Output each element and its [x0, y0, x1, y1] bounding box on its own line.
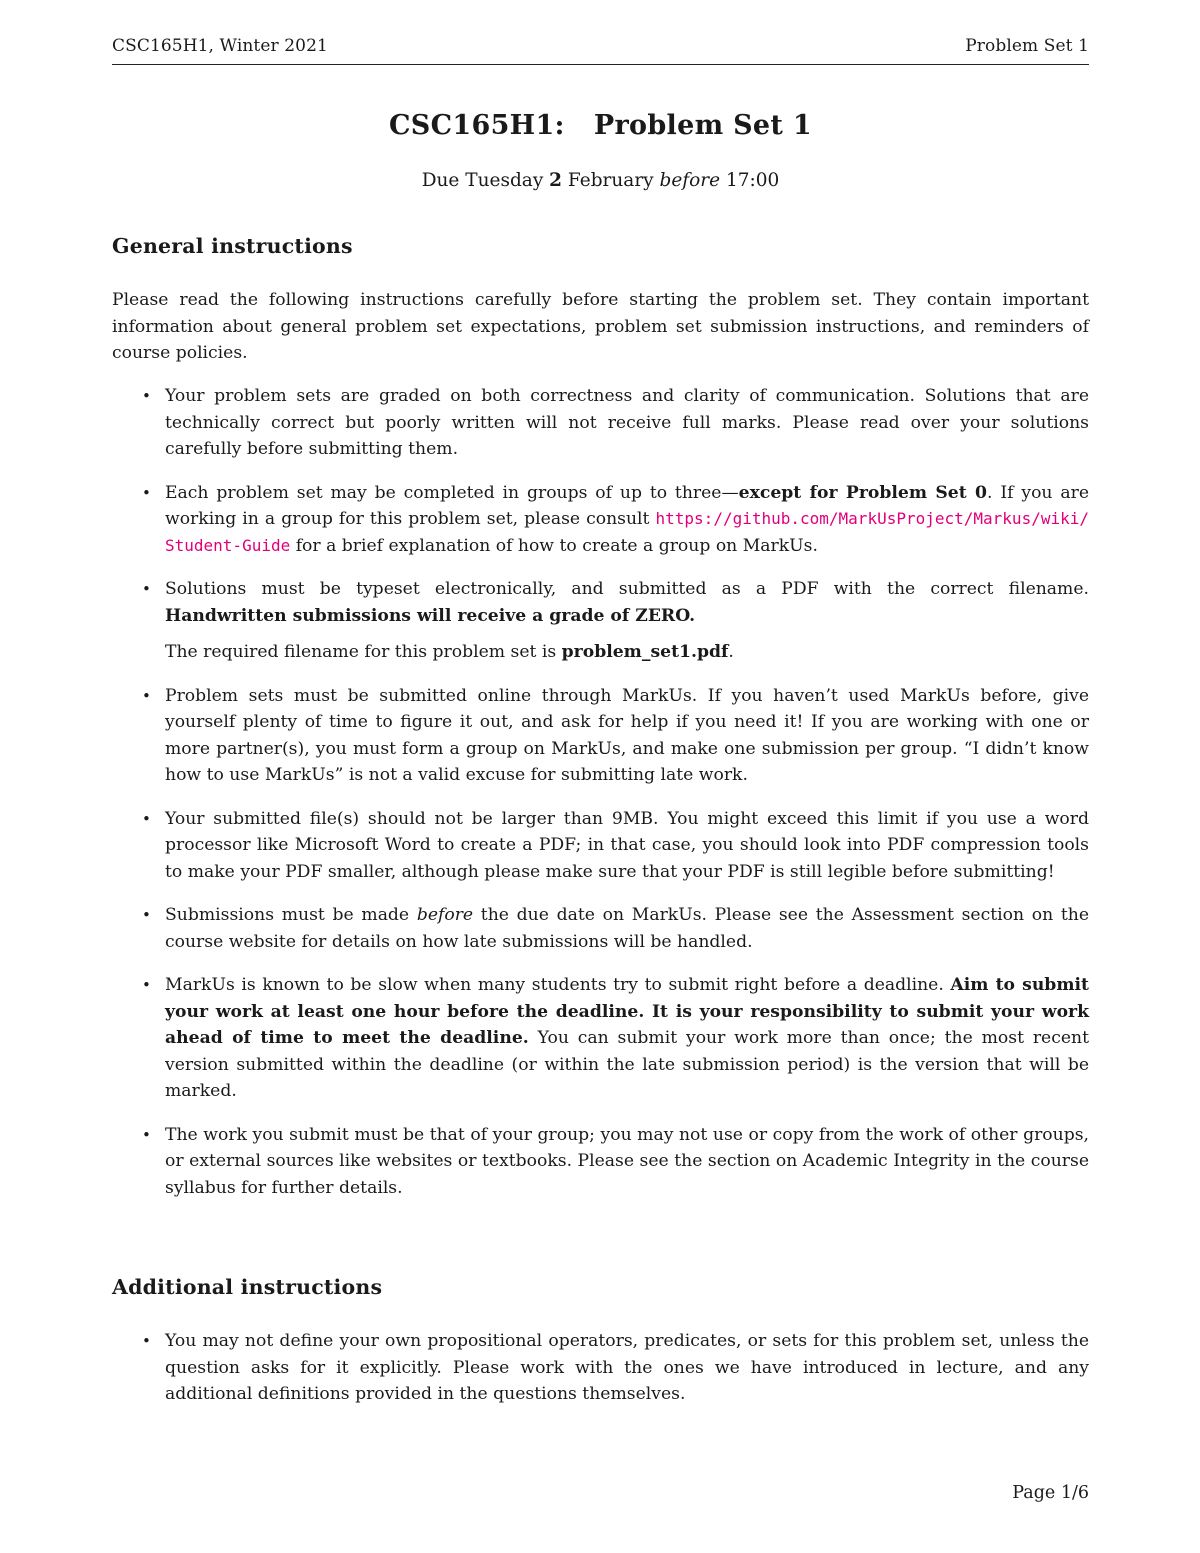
bullet-icon: •: [142, 1125, 151, 1144]
list-item: [112, 1122, 1089, 1202]
item-text: for a brief explanation of how to create a group on MarkUs.: [290, 535, 818, 556]
additional-instructions-heading: Additional instructions: [112, 1275, 383, 1299]
list-item: [112, 902, 1089, 955]
bullet-icon: •: [142, 976, 151, 994]
additional-instructions-list: [112, 1328, 1089, 1408]
item-text: . If you are working in a group for this problem set, please consult: [165, 482, 1089, 529]
item-emphasis: Aim to submit your work at least one hour before the deadline. It is your responsibility to submit your work ahead of time to meet the deadline.: [165, 975, 1089, 1048]
bullet-icon: •: [142, 580, 151, 598]
item-text: Your problem sets are graded on both correctness and clarity of communication. Solutions that are technically correct but poorly written will not receive full marks. Please read over your solutions carefully before submitting them.: [165, 386, 1089, 459]
item-text: Submissions must be made: [165, 905, 417, 925]
general-instructions-heading: General instructions: [112, 234, 353, 258]
item-emphasis: Handwritten submissions will receive a grade of ZERO.: [165, 605, 696, 626]
bullet-icon: •: [142, 809, 151, 828]
list-item: [112, 683, 1089, 789]
due-date: [112, 170, 1089, 191]
item-emphasis: before: [416, 905, 474, 925]
item-text: You can submit your work more than once; the most recent version submitted within the deadline (or within the late submission period) is the version that will be marked.: [165, 1028, 1089, 1101]
required-filename: problem_set1.pdf: [561, 642, 729, 662]
running-header: [112, 36, 1089, 65]
header-doc-title: Problem Set 1: [965, 36, 1089, 56]
list-item: [112, 972, 1089, 1105]
general-instructions-list: [112, 383, 1089, 1201]
general-intro: Please read the following instructions carefully before starting the problem set. They contain important information about general problem set expectations, problem set submission instructions, and reminders of course policies.: [112, 290, 1089, 363]
item-text: Problem sets must be submitted online through MarkUs. If you haven’t used MarkUs before, give yourself plenty of time to figure it out, and ask for help if you need it! If you are working with one or more partner(s), you must form a group on MarkUs, and make one submission per group. “I didn’t know how to use MarkUs” is not a valid excuse for submitting late work.: [165, 685, 1089, 785]
item-text: You may not define your own propositional operators, predicates, or sets for this problem set, unless the question asks for it explicitly. Please work with the ones we have introduced in lecture, and any additional definitions provided in the questions themselves.: [165, 1331, 1089, 1404]
list-item: [112, 1328, 1089, 1408]
filename-note: [165, 639, 1089, 666]
page-title: CSC165H1: Problem Set 1: [389, 110, 812, 141]
page-number: Page 1/6: [1012, 1483, 1089, 1503]
list-item: [112, 576, 1089, 666]
due-day: 2: [549, 170, 563, 191]
item-text: the due date on MarkUs. Please see the Assessment section on the course website for details on how late submissions will be handled.: [165, 905, 1089, 952]
bullet-icon: •: [142, 1332, 151, 1350]
item-text: Each problem set may be completed in groups of up to three—: [165, 482, 739, 503]
bullet-icon: •: [142, 387, 151, 405]
bullet-icon: •: [142, 906, 151, 924]
item-emphasis: except for Problem Set 0: [738, 482, 988, 503]
header-course: CSC165H1, Winter 2021: [112, 36, 328, 56]
bullet-icon: •: [142, 483, 151, 502]
due-prefix: Due Tuesday: [421, 170, 550, 191]
item-text: The work you submit must be that of your group; you may not use or copy from the work of other groups, or external sources like websites or textbooks. Please see the section on Academic Integrity in the course syllabus for further details.: [165, 1124, 1089, 1198]
item-text: Solutions must be typeset electronically, and submitted as a PDF with the correct filename.: [165, 579, 1089, 599]
item-text: The required filename for this problem set is: [165, 642, 562, 662]
item-text: Your submitted file(s) should not be larger than 9MB. You might exceed this limit if you use a word processor like Microsoft Word to create a PDF; in that case, you should look into PDF compression tools to make your PDF smaller, although please make sure that your PDF is still legible before submitting!: [165, 808, 1089, 882]
document-page: [112, 32, 1089, 1522]
list-item: [112, 383, 1089, 463]
bullet-icon: •: [142, 686, 151, 705]
item-text: MarkUs is known to be slow when many students try to submit right before a deadline.: [165, 975, 951, 995]
due-before: before: [659, 170, 721, 191]
due-month: February: [562, 170, 660, 191]
item-text: .: [728, 642, 734, 662]
student-guide-link[interactable]: https://github.com/MarkUsProject/Markus/wiki/Student-Guide: [165, 509, 1089, 555]
list-item: [112, 806, 1089, 886]
list-item: [112, 480, 1089, 560]
due-time: 17:00: [720, 170, 780, 191]
